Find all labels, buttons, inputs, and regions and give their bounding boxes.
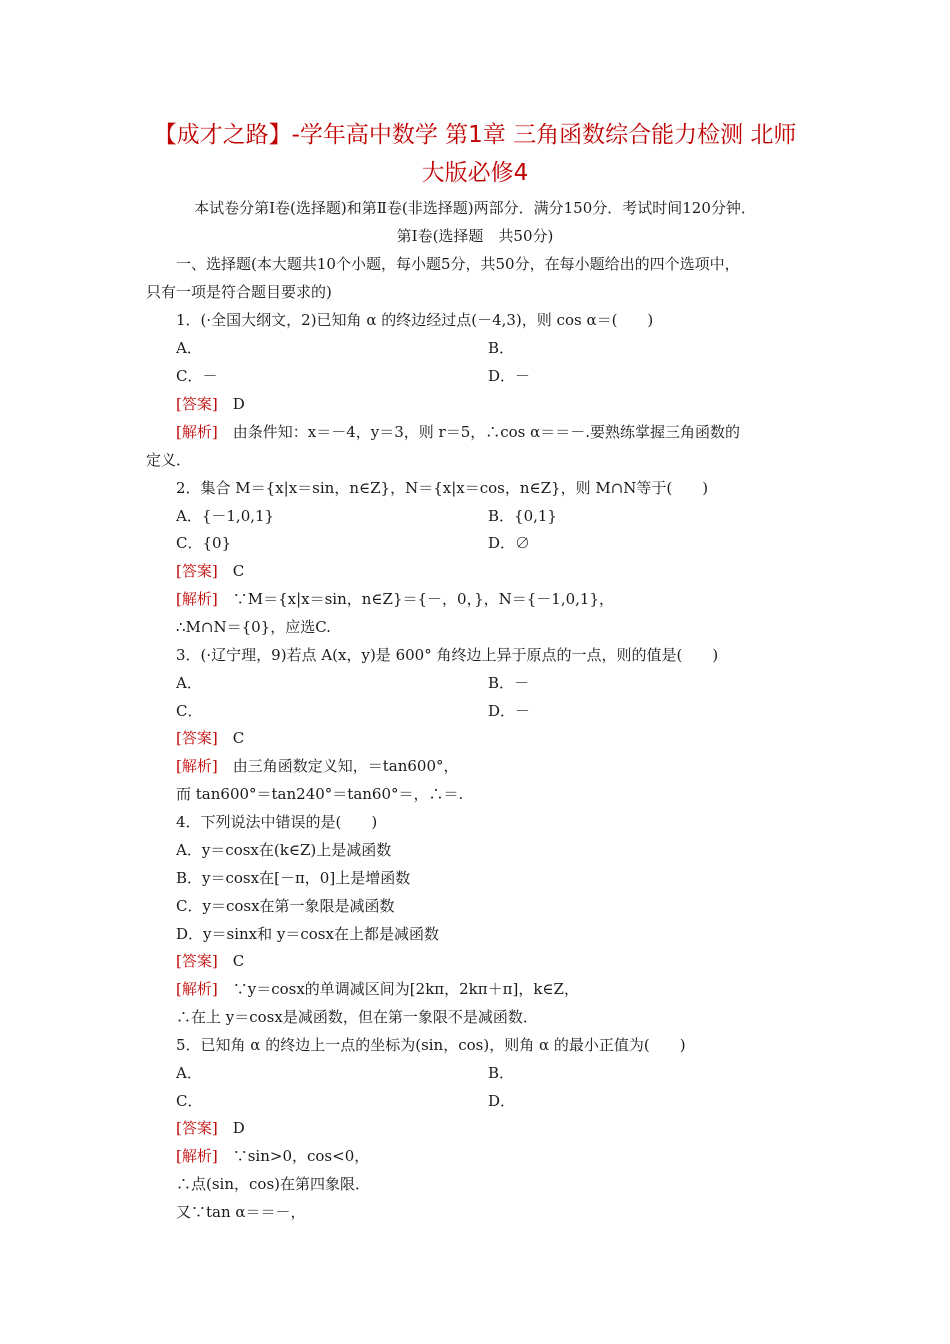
q4-option-c: C．y＝cosx在第一象限是减函数 [176,897,395,915]
q3-option-a: A． [176,674,202,692]
q2-analysis-row [176,589,614,609]
section-title: 第Ⅰ卷(选择题 共50分) [396,227,554,245]
q5-option-a: A． [176,1064,202,1082]
analysis-label: [解析] [176,980,218,998]
q3-answer-row [176,728,244,748]
analysis-label: [解析] [176,1147,218,1165]
q4-analysis-2: ∴在上 y＝cosx是减函数，但在第一象限不是减函数． [176,1008,538,1026]
q3-option-b: B．－ [488,674,530,692]
q4-analysis-row [176,979,579,999]
q5-option-c: C． [176,1092,203,1110]
q2-analysis-2: ∴M∩N＝{0}，应选C. [176,618,331,636]
analysis-label: [解析] [176,757,218,775]
q2-option-d: D．∅ [488,534,531,552]
q4-option-b: B．y＝cosx在[－π，0]上是增函数 [176,869,411,887]
q3-option-d: D．－ [488,702,531,720]
instructions-line-1: 一、选择题(本大题共10个小题，每小题5分，共50分，在每小题给出的四个选项中， [176,255,740,273]
q4-answer-row [176,951,244,971]
q2-stem: 2．集合 M＝{x|x＝sin，n∈Z}，N＝{x|x＝cos，n∈Z}，则 M∩N等于( ) [176,479,709,497]
q2-option-c: C．{0} [176,534,232,552]
answer-label: [答案] [176,1119,218,1137]
q1-option-c: C．－ [176,367,218,385]
answer-label: [答案] [176,729,218,747]
q4-stem: 4．下列说法中错误的是( ) [176,813,378,831]
q4-option-a: A．y＝cosx在(k∈Z)上是减函数 [176,841,392,859]
q3-analysis-2: 而 tan600°＝tan240°＝tan60°＝，∴＝. [176,785,464,803]
q3-option-c: C． [176,702,203,720]
q1-stem: 1．(·全国大纲文，2)已知角 α 的终边经过点(－4,3)，则 cos α＝( ) [176,311,654,329]
q2-answer-row [176,561,244,581]
q5-option-b: B． [488,1064,515,1082]
q3-answer: C [232,729,245,747]
q1-option-a: A． [176,339,202,357]
q5-analysis-row [176,1146,369,1166]
q1-option-b: B． [488,339,515,357]
q3-analysis-row [176,756,459,776]
q5-stem: 5．已知角 α 的终边上一点的坐标为(sin，cos)，则角 α 的最小正值为( ) [176,1036,686,1054]
q5-analysis-3: 又∵tan α＝＝－， [176,1203,306,1221]
instructions-line-2: 只有一项是符合题目要求的) [146,283,332,301]
answer-label: [答案] [176,395,218,413]
q3-stem: 3．(·辽宁理，9)若点 A(x，y)是 600° 角终边上异于原点的一点，则的值是( ) [176,646,719,664]
q1-option-d: D．－ [488,367,531,385]
document-title-line-1: 【成才之路】-学年高中数学 第1章 三角函数综合能力检测 北师 [153,122,797,148]
intro-text: 本试卷分第Ⅰ卷(选择题)和第Ⅱ卷(非选择题)两部分．满分150分．考试时间120分钟． [194,199,756,217]
q2-option-a: A．{－1,0,1} [176,507,275,525]
q5-answer-row [176,1118,245,1138]
q1-analysis-row [176,422,740,442]
q5-analysis-1: ∵sin>0，cos<0， [232,1147,370,1165]
q2-option-b: B．{0,1} [488,507,557,525]
q2-analysis-1: ∵M＝{x|x＝sin，n∈Z}＝{－，0，}，N＝{－1,0,1}， [232,590,615,608]
document-title-line-2: 大版必修4 [421,160,529,186]
q5-analysis-2: ∴点(sin，cos)在第四象限． [176,1175,370,1193]
answer-label: [答案] [176,952,218,970]
q4-analysis-1: ∵y＝cosx的单调减区间为[2kπ，2kπ＋π]，k∈Z， [232,980,579,998]
answer-label: [答案] [176,562,218,580]
q5-answer: D [232,1119,245,1137]
q3-analysis-1: 由三角函数定义知，＝tan600°， [232,757,459,775]
analysis-label: [解析] [176,590,218,608]
q2-answer: C [232,562,245,580]
q5-option-d: D． [488,1092,516,1110]
q1-answer-row [176,394,245,414]
q4-option-d: D．y＝sinx和 y＝cosx在上都是减函数 [176,925,439,943]
q4-answer: C [232,952,245,970]
analysis-label: [解析] [176,423,218,441]
q1-analysis-2: 定义． [146,451,192,469]
q1-answer: D [232,395,245,413]
q1-analysis-1: 由条件知：x＝－4，y＝3，则 r＝5，∴cos α＝＝－.要熟练掌握三角函数的 [232,423,741,441]
